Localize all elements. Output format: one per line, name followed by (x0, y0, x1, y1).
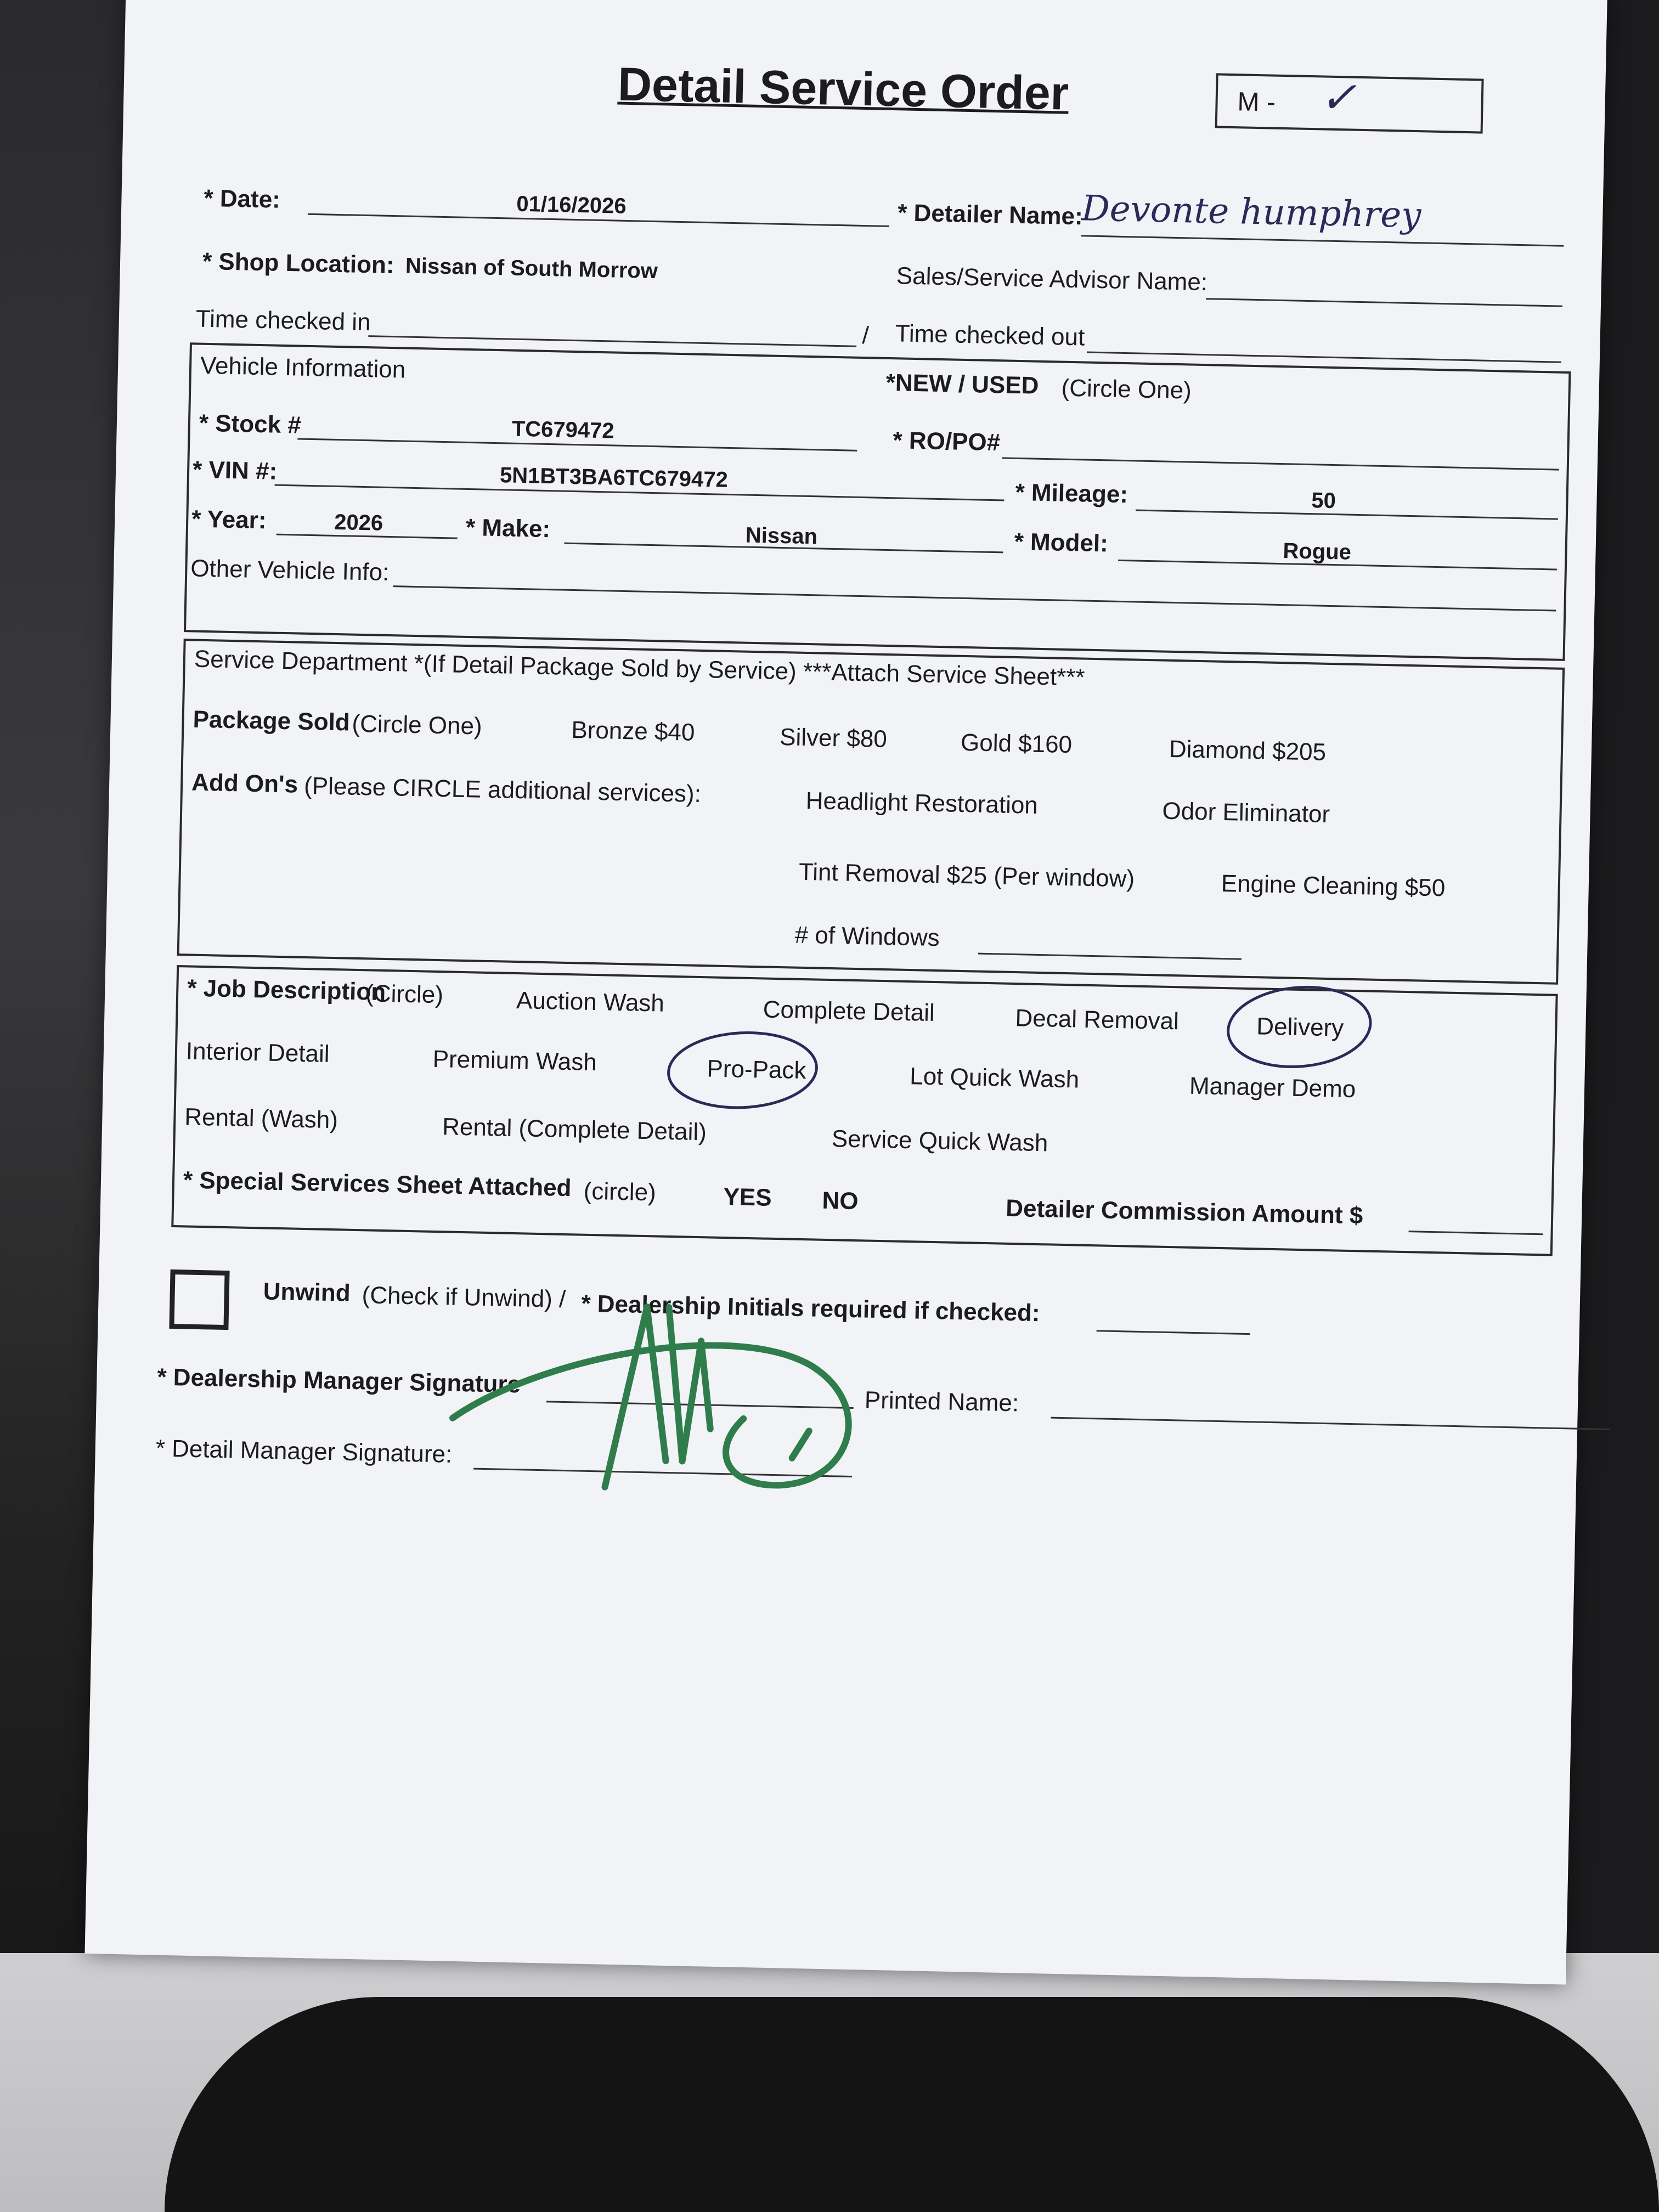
vin-label: * VIN #: (192, 456, 278, 485)
date-label: * Date: (204, 184, 281, 213)
shop-location-label: * Shop Location: (202, 247, 395, 279)
stock-label: * Stock # (199, 409, 302, 439)
delivery-circle (1225, 981, 1374, 1072)
other-info-label: Other Vehicle Info: (190, 555, 390, 586)
addons-label: Add On's (191, 769, 298, 798)
job-label: * Job Description (187, 974, 386, 1006)
job-complete-detail[interactable]: Complete Detail (763, 996, 935, 1026)
printed-name-label: Printed Name: (864, 1386, 1019, 1417)
year-label: * Year: (191, 505, 267, 534)
package-gold[interactable]: Gold $160 (960, 729, 1073, 759)
vin-value[interactable]: 5N1BT3BA6TC679472 (499, 463, 729, 492)
time-separator: / (862, 321, 870, 349)
mileage-label: * Mileage: (1015, 478, 1128, 509)
special-yes[interactable]: YES (723, 1183, 772, 1211)
make-label: * Make: (465, 514, 551, 543)
form-title: Detail Service Order (617, 58, 1070, 120)
job-manager-demo[interactable]: Manager Demo (1189, 1072, 1356, 1103)
job-rental-wash[interactable]: Rental (Wash) (184, 1103, 338, 1134)
job-decal-removal[interactable]: Decal Removal (1015, 1005, 1180, 1035)
package-label: Package Sold (193, 706, 351, 736)
ro-po-label: * RO/PO# (893, 427, 1001, 456)
addons-hint: (Please CIRCLE additional services): (303, 772, 702, 808)
addon-headlight[interactable]: Headlight Restoration (805, 787, 1039, 819)
model-label: * Model: (1014, 528, 1109, 557)
pro-pack-circle (667, 1029, 818, 1111)
time-in-label: Time checked in (195, 305, 371, 336)
new-used-label: *NEW / USED (885, 369, 1039, 399)
detailer-value[interactable]: Devonte humphrey (1081, 188, 1422, 236)
job-interior-detail[interactable]: Interior Detail (185, 1037, 330, 1068)
service-order-sheet (84, 0, 1607, 1984)
make-value[interactable]: Nissan (745, 523, 818, 549)
initials-label: * Dealership Initials required if checked: (580, 1290, 1041, 1327)
vehicle-info-label: Vehicle Information (200, 352, 406, 383)
mileage-value[interactable]: 50 (1311, 488, 1336, 514)
commission-label: Detailer Commission Amount $ (1005, 1194, 1363, 1229)
package-bronze[interactable]: Bronze $40 (571, 716, 695, 746)
advisor-label: Sales/Service Advisor Name: (896, 262, 1208, 296)
unwind-label: Unwind (263, 1278, 351, 1307)
special-no[interactable]: NO (822, 1187, 859, 1215)
windows-label: # of Windows (794, 921, 940, 952)
unwind-hint: (Check if Unwind) / (362, 1282, 566, 1313)
special-services-hint: (circle) (583, 1177, 657, 1206)
manager-signature (452, 1303, 851, 1492)
service-dept-label: Service Department *(If Detail Package Sold by Service) ***Attach Service Sheet*** (194, 645, 1085, 691)
package-silver[interactable]: Silver $80 (779, 723, 888, 753)
dealer-signature-label: * Dealership Manager Signature (157, 1363, 521, 1398)
job-pro-pack[interactable]: Pro-Pack (707, 1055, 806, 1085)
date-value[interactable]: 01/16/2026 (516, 191, 627, 218)
job-auction-wash[interactable]: Auction Wash (516, 987, 665, 1017)
background-lap (165, 1997, 1659, 2212)
year-value[interactable]: 2026 (334, 510, 383, 535)
handwriting-overlay (84, 0, 1607, 1984)
job-hint: (Circle) (365, 980, 444, 1009)
detail-signature-label: * Detail Manager Signature: (155, 1435, 453, 1468)
new-used-hint: (Circle One) (1061, 374, 1192, 404)
job-service-quick-wash[interactable]: Service Quick Wash (831, 1125, 1048, 1157)
package-hint: (Circle One) (352, 710, 483, 740)
shop-location-value[interactable]: Nissan of South Morrow (405, 253, 658, 284)
job-lot-quick-wash[interactable]: Lot Quick Wash (909, 1063, 1080, 1093)
addon-odor[interactable]: Odor Eliminator (1162, 797, 1330, 828)
model-value[interactable]: Rogue (1283, 539, 1352, 565)
addon-engine[interactable]: Engine Cleaning $50 (1221, 870, 1446, 902)
package-diamond[interactable]: Diamond $205 (1169, 735, 1327, 766)
stock-value[interactable]: TC679472 (511, 416, 615, 443)
time-out-label: Time checked out (895, 320, 1085, 351)
job-rental-complete[interactable]: Rental (Complete Detail) (442, 1113, 707, 1146)
addon-tint[interactable]: Tint Removal $25 (Per window) (798, 858, 1135, 893)
order-checkmark: ✓ (1319, 71, 1357, 123)
special-services-label: * Special Services Sheet Attached (183, 1166, 572, 1202)
job-delivery[interactable]: Delivery (1256, 1013, 1344, 1042)
job-premium-wash[interactable]: Premium Wash (432, 1045, 597, 1076)
detailer-label: * Detailer Name: (897, 199, 1084, 230)
order-prefix: M - (1237, 87, 1276, 117)
